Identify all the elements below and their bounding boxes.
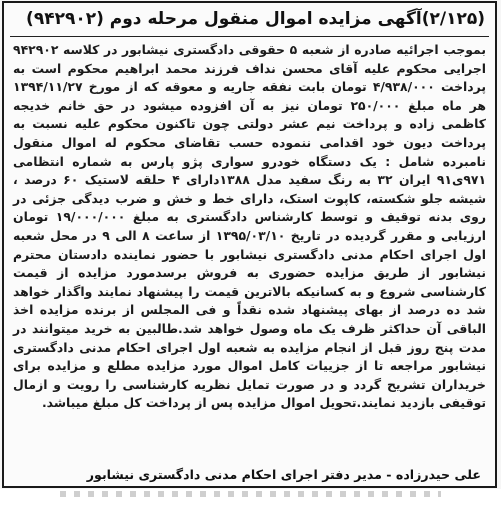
notice-signature: علی حیدرزاده - مدیر دفتر اجرای احکام مدنی دادگستری نیشابور [86, 467, 481, 482]
notice-body-text: بموجب اجرائیه صادره از شعبه ۵ حقوقی دادگستری نیشابور در کلاسه ۹۴۲۹۰۲ اجرایی محکوم علیه آقای محسن نداف فرزند محمد ابراهیم محکوم است به پرداخت ۴/۹۳۸/۰۰۰ تومان بابت نفقه جاریه و معوقه که از مورخ ۱۳۹۴/۱۱/۲۷ هر ماه مبلغ ۲۵۰/۰۰۰ تومان نیز به آن افزوده میشود در حق خانم خدیجه کاظمی زاده و پرداخت نیم عشر دولتی چون تاکنون محکوم علیه نسبت به پرداخت دیون خود اقدامی ننموده حسب تقاضای محکوم له اموال منقول نامبرده شامل : یک دستگاه خودرو سواری پژو پارس به شماره انتظامی ۹۷۱ی۹۱ ایران ۳۲ به رنگ سفید مدل ۱۳۸۸دارای ۴ حلقه لاستیک ۶۰ درصد ، شیشه جلو شکسته، کاپوت استک، دارای خط و خش و ضرب دیدگی جزئی در روی بدنه توقیف و توسط کارشناس دادگستری به مبلغ ۱۹/۰۰۰/۰۰۰ تومان ارزیابی و مقرر گردیده در تاریخ ۱۳۹۵/۰۳/۱۰ از ساعت ۸ الی ۹ در محل شعبه اول اجرای احکام مدنی دادگستری نیشابور با حضور نماینده دادستان محترم نیشابور از طریق مزایده حضوری به فروش برسدمورد مزایده از قیمت کارشناسی شروع و به کسانیکه بالاترین قیمت را پیشنهاد نمایند واگذار خواهد شد ده درصد از بهای پیشنهاد شده نقداً و فی المجلس از برنده مزایده اخذ الباقی آن حداکثر ظرف یک ماه وصول خواهد شد.طالبین به خرید میتوانند در مدت پنج روز قبل از انجام مزایده به شعبه اول اجرای احکام مدنی دادگستری نیشابور مراجعه تا از جزییات کامل اموال مورد مزایده مطلع و مزایده برای خریداران تشریح گردد و در صورت تمایل نظریه کارشناسی را رویت و ازمال توقیفی بازدید نمایند.تحویل اموال مزایده پس از پرداخت کل مبلغ میباشد. [13, 42, 487, 411]
cropped-next-article-edge [0, 489, 501, 509]
notice-body [13, 41, 486, 413]
notice-frame [2, 1, 497, 488]
notice-title: (۲/۱۲۵)آگهی مزایده اموال منقول مرحله دوم (۹۴۲۹۰۲) [26, 9, 485, 29]
title-divider [10, 36, 489, 37]
